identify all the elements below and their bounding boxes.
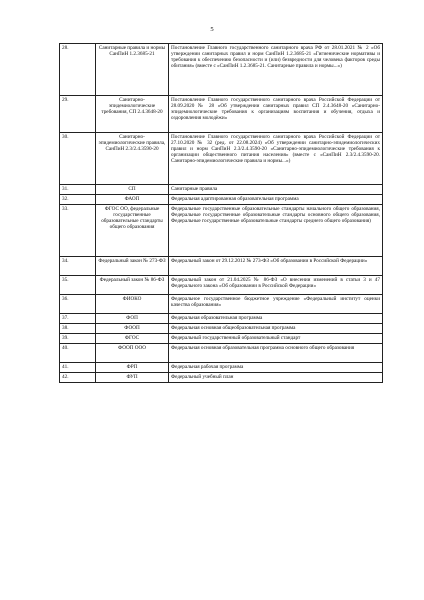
table-row <box>60 344 383 363</box>
abbreviation-cell: ФИОКО <box>96 295 169 314</box>
row-number: 35. <box>60 276 96 295</box>
table-row <box>60 96 383 133</box>
row-number: 30. <box>60 133 96 185</box>
row-number: 40. <box>60 344 96 363</box>
abbreviation-cell: Санитарно-эпидемиологические требования, СП 2.4.3648-20 <box>96 96 169 133</box>
row-number: 31. <box>60 185 96 195</box>
description-cell: Постановление Главного государственного санитарного врача РФ от 28.01.2021 № 2 «Об утверждении санитарных правил и норм СанПиН 1.2.3685-21 «Гигиенические нормативы и требования к обеспечению безопасности и (или) безвредности для человека факторов среды обитания» (вместе с «СанПиН 1.2.3685-21. Санитарные правила и нормы...») <box>169 44 383 96</box>
abbreviation-cell: ФУП <box>96 373 169 383</box>
abbreviations-table-body <box>60 44 383 383</box>
description-cell: Федеральная основная общеобразовательная программа <box>169 324 383 334</box>
abbreviation-cell: ФООП ООО <box>96 344 169 363</box>
description-cell: Санитарные правила <box>169 185 383 195</box>
abbreviation-cell: ФОП <box>96 314 169 324</box>
abbreviation-cell: Федеральный закон № 273-ФЗ <box>96 257 169 276</box>
abbreviation-cell: Санитарно-эпидемиологические правила, СанПиН 2.3/2.4.3590-20 <box>96 133 169 185</box>
description-cell: Постановление Главного государственного санитарного врача Российской Федерации от 27.10.2020 № 32 (ред. от 22.08.2024) «Об утверждении санитарно-эпидемиологических правил и норм СанПиН 2.3/2.4.3590-20 «Санитарно-эпидемиологические требования к организации общественного питания населения» (вместе с «СанПиН 2.3/2.4.3590-20. Санитарно-эпидемиологические правила и нормы...») <box>169 133 383 185</box>
description-cell: Федеральный государственный образовательный стандарт <box>169 334 383 344</box>
description-cell: Федеральная адаптированная образовательная программа <box>169 195 383 205</box>
row-number: 34. <box>60 257 96 276</box>
table-row <box>60 373 383 383</box>
row-number: 38. <box>60 324 96 334</box>
table-row <box>60 185 383 195</box>
row-number: 29. <box>60 96 96 133</box>
row-number: 32. <box>60 195 96 205</box>
abbreviation-cell: ФГОС <box>96 334 169 344</box>
table-row <box>60 334 383 344</box>
description-cell: Федеральная рабочая программа <box>169 363 383 373</box>
description-cell: Федеральный закон от 29.12.2012 № 273-ФЗ «Об образовании в Российской Федерации» <box>169 257 383 276</box>
row-number: 37. <box>60 314 96 324</box>
row-number: 36. <box>60 295 96 314</box>
table-row <box>60 133 383 185</box>
abbreviations-table <box>59 43 383 383</box>
description-cell: Федеральное государственное бюджетное учреждение «Федеральный институт оценки качества образования» <box>169 295 383 314</box>
abbreviation-cell: СП <box>96 185 169 195</box>
table-row <box>60 195 383 205</box>
row-number: 33. <box>60 205 96 257</box>
table-row <box>60 314 383 324</box>
row-number: 28. <box>60 44 96 96</box>
table-row <box>60 205 383 257</box>
description-cell: Федеральная основная образовательная программа основного общего образования <box>169 344 383 363</box>
abbreviation-cell: ФООП <box>96 324 169 334</box>
row-number: 41. <box>60 363 96 373</box>
table-row <box>60 363 383 373</box>
row-number: 42. <box>60 373 96 383</box>
description-cell: Федеральный закон от 21.04.2025 № 86-ФЗ «О внесении изменений в статьи 3 и 47 Федерального закона «Об образовании в Российской Федерации» <box>169 276 383 295</box>
description-cell: Федеральная образовательная программа <box>169 314 383 324</box>
page-number: 5 <box>210 26 214 33</box>
description-cell: Постановление Главного государственного санитарного врача Российской Федерации от 28.09.2020 № 28 «Об утверждении санитарных правил СП 2.4.3648-20 «Санитарно-эпидемиологические требования к организациям воспитания и обучения, отдыха и оздоровления молодёжи» <box>169 96 383 133</box>
abbreviation-cell: ФРП <box>96 363 169 373</box>
table-row <box>60 295 383 314</box>
abbreviation-cell: Санитарные правила и нормы СанПиН 1.2.3685-21 <box>96 44 169 96</box>
abbreviation-cell: ФАОП <box>96 195 169 205</box>
table-row <box>60 324 383 334</box>
abbreviation-cell: ФГОС ОО, федеральные государственные образовательные стандарты общего образования <box>96 205 169 257</box>
description-cell: Федеральный учебный план <box>169 373 383 383</box>
table-row <box>60 276 383 295</box>
table-row <box>60 44 383 96</box>
description-cell: Федеральные государственные образовательные стандарты начального общего образования, Федеральные государственные образовательные стандарты основного общего образования, Федеральные государственные образовательные стандарты среднего общего образования) <box>169 205 383 257</box>
table-row <box>60 257 383 276</box>
abbreviation-cell: Федеральный закон № 86-ФЗ <box>96 276 169 295</box>
row-number: 39. <box>60 334 96 344</box>
